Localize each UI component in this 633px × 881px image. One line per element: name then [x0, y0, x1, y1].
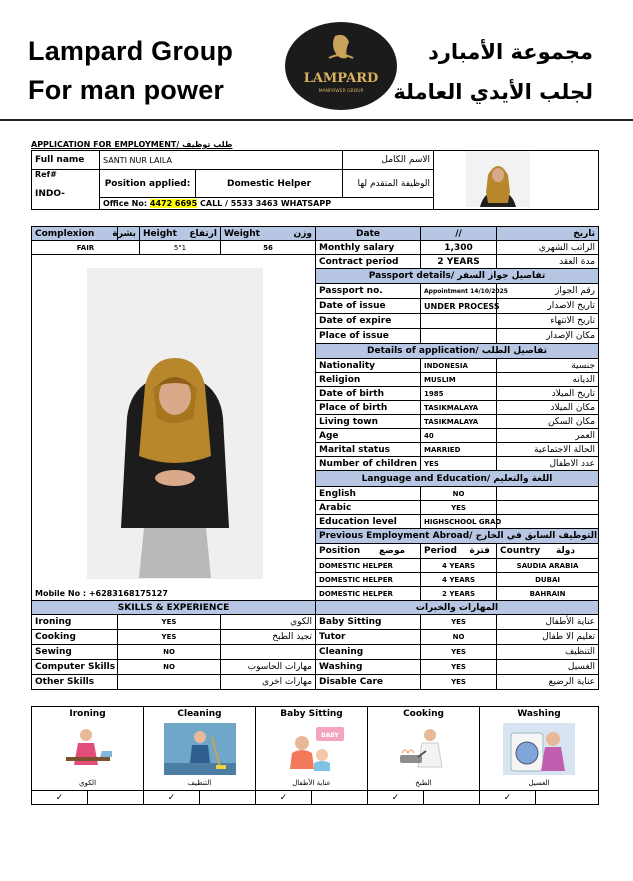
ref-value: INDO-: [32, 180, 100, 210]
nationality-ar: جنسية: [497, 359, 599, 373]
height-label: Height: [143, 228, 177, 239]
position-label: Position applied:: [100, 170, 196, 198]
living-town-value: TASIKMALAYA: [421, 415, 497, 429]
col-period-label: Period: [424, 546, 457, 556]
prev1-position: DOMESTIC HELPER: [316, 559, 421, 573]
expire-date-ar: تاريخ الانتهاء: [497, 314, 599, 329]
col-country-ar: دولة: [555, 546, 575, 556]
gallery-title-washing: Washing: [480, 707, 599, 721]
skill-tutor-label: Tutor: [316, 630, 421, 645]
complexion-label: Complexion: [32, 227, 118, 241]
col-position-label: Position: [319, 546, 361, 556]
office-label: Office No:: [103, 199, 148, 208]
religion-ar: الديانه: [497, 373, 599, 387]
education-label: Education level: [316, 515, 421, 529]
issue-date-label: Date of issue: [316, 299, 421, 314]
gallery-ar-cooking: الطبخ: [368, 777, 480, 791]
salary-value: 1,300: [421, 241, 497, 255]
issue-place-label: Place of issue: [316, 329, 421, 344]
col-position-ar: موضع: [379, 546, 406, 556]
english-empty: [497, 487, 599, 501]
gallery-ar-babysitting: عناية الأطفال: [256, 777, 368, 791]
company-logo: [285, 22, 397, 110]
passport-no-ar: رقم الجواز: [497, 284, 599, 299]
nationality-value: INDONESIA: [421, 359, 497, 373]
prev1-period: 4 YEARS: [421, 559, 497, 573]
skill-computer-value: NO: [118, 660, 221, 675]
date-value: //: [421, 227, 497, 241]
prev3-period: 2 YEARS: [421, 587, 497, 601]
skill-disable-care-ar: عناية الرضيع: [497, 675, 599, 690]
check-washing: ✓: [480, 791, 536, 805]
gallery-img-cell-cleaning: [144, 721, 256, 777]
date-label: Date: [316, 227, 421, 241]
check-babysitting-empty: [312, 791, 368, 805]
baby-sitting-icon: [276, 723, 348, 775]
skill-other-ar: مهارات اخرى: [221, 675, 316, 690]
skill-cleaning-ar: التنظيف: [497, 645, 599, 660]
expire-date-label: Date of expire: [316, 314, 421, 329]
complexion-ar: بشرة: [118, 227, 140, 241]
passport-no-value: Appointment 14/10/2025: [421, 284, 497, 299]
full-name-label: Full name: [32, 151, 100, 170]
education-value: HIGHSCHOOL GRAD: [421, 515, 497, 529]
company-name-en-line1: Lampard Group: [28, 36, 234, 66]
skill-cleaning-label: Cleaning: [316, 645, 421, 660]
company-name-ar-line1: مجموعة الأمبارد: [428, 40, 593, 64]
weight-label-cell: [221, 227, 316, 241]
skill-sewing-value: NO: [118, 645, 221, 660]
pob-value: TASIKMALAYA: [421, 401, 497, 415]
issue-date-ar: تاريخ الاصدار: [497, 299, 599, 314]
living-town-label: Living town: [316, 415, 421, 429]
gallery-img-cell-ironing: [32, 721, 144, 777]
weight-value: 56: [221, 241, 316, 255]
marital-ar: الحالة الاجتماعية: [497, 443, 599, 457]
arabic-empty: [497, 501, 599, 515]
skill-babysitting-label: Baby Sitting: [316, 615, 421, 630]
age-ar: العمر: [497, 429, 599, 443]
age-value: 40: [421, 429, 497, 443]
passport-heading: Passport details/ تفاصيل جواز السفر: [316, 269, 599, 284]
check-cooking-empty: [424, 791, 480, 805]
ironing-icon: [52, 723, 124, 775]
prev3-position: DOMESTIC HELPER: [316, 587, 421, 601]
logo-subtext: MANPOWER GROUP: [318, 89, 364, 94]
skill-cooking-label: Cooking: [32, 630, 118, 645]
gallery-ar-ironing: الكوي: [32, 777, 144, 791]
cooking-icon: [388, 723, 460, 775]
skill-cleaning-value: YES: [421, 645, 497, 660]
skill-tutor-value: NO: [421, 630, 497, 645]
mobile-number: Mobile No : +6283168175127: [35, 589, 168, 598]
skill-washing-value: YES: [421, 660, 497, 675]
position-value: Domestic Helper: [196, 170, 343, 198]
gallery-ar-cleaning: التنظيف: [144, 777, 256, 791]
company-name-ar-line2: لجلب الأيدي العاملة: [393, 80, 593, 104]
age-label: Age: [316, 429, 421, 443]
pob-ar: مكان الميلاد: [497, 401, 599, 415]
check-ironing-empty: [88, 791, 144, 805]
gallery-title-cooking: Cooking: [368, 707, 480, 721]
details-heading: Details of application/ تفاصيل الطلب: [316, 344, 599, 359]
gallery-title-cleaning: Cleaning: [144, 707, 256, 721]
children-label: Number of children: [316, 457, 421, 471]
office-rest: CALL / 5533 3463 WHATSAPP: [200, 199, 332, 208]
skill-babysitting-ar: عناية الأطفال: [497, 615, 599, 630]
logo-text: LAMPARD: [303, 71, 379, 86]
issue-date-value: UNDER PROCESS: [421, 299, 497, 314]
contract-label: Contract period: [316, 255, 421, 269]
check-washing-empty: [536, 791, 599, 805]
dob-ar: تاريخ الميلاد: [497, 387, 599, 401]
skill-other-value: [118, 675, 221, 690]
gallery-img-cell-babysitting: [256, 721, 368, 777]
religion-label: Religion: [316, 373, 421, 387]
skills-heading-ar: المهارات والخبرات: [316, 601, 599, 615]
dob-label: Date of birth: [316, 387, 421, 401]
col-country: [497, 544, 599, 559]
contract-value: 2 YEARS: [421, 255, 497, 269]
applicant-photo-large: [87, 268, 263, 579]
skill-disable-care-label: Disable Care: [316, 675, 421, 690]
gallery-title-ironing: Ironing: [32, 707, 144, 721]
skill-computer-ar: مهارات الحاسوب: [221, 660, 316, 675]
svg-text:BABY: BABY: [320, 731, 339, 739]
contract-ar: مدة العقد: [497, 255, 599, 269]
company-name-en-line2: For man power: [28, 75, 225, 105]
gallery-ar-washing: الغسيل: [480, 777, 599, 791]
check-cleaning: ✓: [144, 791, 200, 805]
arabic-label: Arabic: [316, 501, 421, 515]
skills-heading-en: SKILLS & EXPERIENCE: [32, 601, 316, 615]
washing-icon: [503, 723, 575, 775]
children-value: YES: [421, 457, 497, 471]
skill-sewing-label: Sewing: [32, 645, 118, 660]
living-town-ar: مكان السكن: [497, 415, 599, 429]
nationality-label: Nationality: [316, 359, 421, 373]
height-value: 5"1: [140, 241, 221, 255]
position-ar: الوظيفة المتقدم لها: [343, 170, 434, 198]
marital-value: MARRIED: [421, 443, 497, 457]
col-country-label: Country: [500, 546, 541, 556]
dob-value: 1985: [421, 387, 497, 401]
skill-ironing-value: YES: [118, 615, 221, 630]
weight-label: Weight: [224, 228, 260, 239]
cleaning-icon: [164, 723, 236, 775]
prev2-country: DUBAI: [497, 573, 599, 587]
check-ironing: ✓: [32, 791, 88, 805]
prev3-country: BAHRAIN: [497, 587, 599, 601]
ref-label: Ref#: [32, 170, 100, 180]
skill-babysitting-value: YES: [421, 615, 497, 630]
salary-ar: الراتب الشهري: [497, 241, 599, 255]
application-title: APPLICATION FOR EMPLOYMENT/ طلب توظيف: [31, 140, 233, 149]
passport-no-label: Passport no.: [316, 284, 421, 299]
english-value: NO: [421, 487, 497, 501]
skill-other-label: Other Skills: [32, 675, 118, 690]
skill-computer-label: Computer Skills: [32, 660, 118, 675]
complexion-value: FAIR: [32, 241, 140, 255]
skill-ironing-label: Ironing: [32, 615, 118, 630]
height-label-cell: [140, 227, 221, 241]
skill-cooking-value: YES: [118, 630, 221, 645]
skill-washing-label: Washing: [316, 660, 421, 675]
arabic-value: YES: [421, 501, 497, 515]
check-cleaning-empty: [200, 791, 256, 805]
height-ar: ارتفاع: [189, 228, 217, 239]
salary-label: Monthly salary: [316, 241, 421, 255]
col-period-ar: فترة: [469, 546, 490, 556]
skill-sewing-ar: [221, 645, 316, 660]
full-name-value: SANTI NUR LAILA: [100, 151, 343, 170]
issue-place-ar: مكان الإصدار: [497, 329, 599, 344]
gallery-img-cell-cooking: [368, 721, 480, 777]
skill-ironing-ar: الكوي: [221, 615, 316, 630]
skill-washing-ar: الغسيل: [497, 660, 599, 675]
skill-tutor-ar: تعليم الا طفال: [497, 630, 599, 645]
language-heading: Language and Education/ اللغة والتعليم: [316, 471, 599, 487]
full-name-ar: الاسم الكامل: [343, 151, 434, 170]
skill-cooking-ar: تجيد الطبخ: [221, 630, 316, 645]
col-period: [421, 544, 497, 559]
gallery-img-cell-washing: [480, 721, 599, 777]
header-divider: [0, 119, 633, 121]
prev2-period: 4 YEARS: [421, 573, 497, 587]
religion-value: MUSLIM: [421, 373, 497, 387]
skills-gallery-table: [31, 706, 599, 805]
pob-label: Place of birth: [316, 401, 421, 415]
children-ar: عدد الاطفال: [497, 457, 599, 471]
gallery-title-babysitting: Baby Sitting: [256, 707, 368, 721]
marital-label: Marital status: [316, 443, 421, 457]
prev2-position: DOMESTIC HELPER: [316, 573, 421, 587]
applicant-photo-small: [466, 151, 530, 207]
date-ar: تاريخ: [497, 227, 599, 241]
check-babysitting: ✓: [256, 791, 312, 805]
col-position: [316, 544, 421, 559]
skill-disable-care-value: YES: [421, 675, 497, 690]
english-label: English: [316, 487, 421, 501]
check-cooking: ✓: [368, 791, 424, 805]
weight-ar: وزن: [293, 228, 313, 239]
prev1-country: SAUDIA ARABIA: [497, 559, 599, 573]
issue-place-value: [421, 329, 497, 344]
previous-heading: Previous Employment Abroad/ التوظيف السابق في الخارج: [316, 529, 599, 544]
office-highlight: 4472 6695: [149, 199, 198, 208]
office-number: [100, 198, 434, 210]
expire-date-value: [421, 314, 497, 329]
education-empty: [497, 515, 599, 529]
